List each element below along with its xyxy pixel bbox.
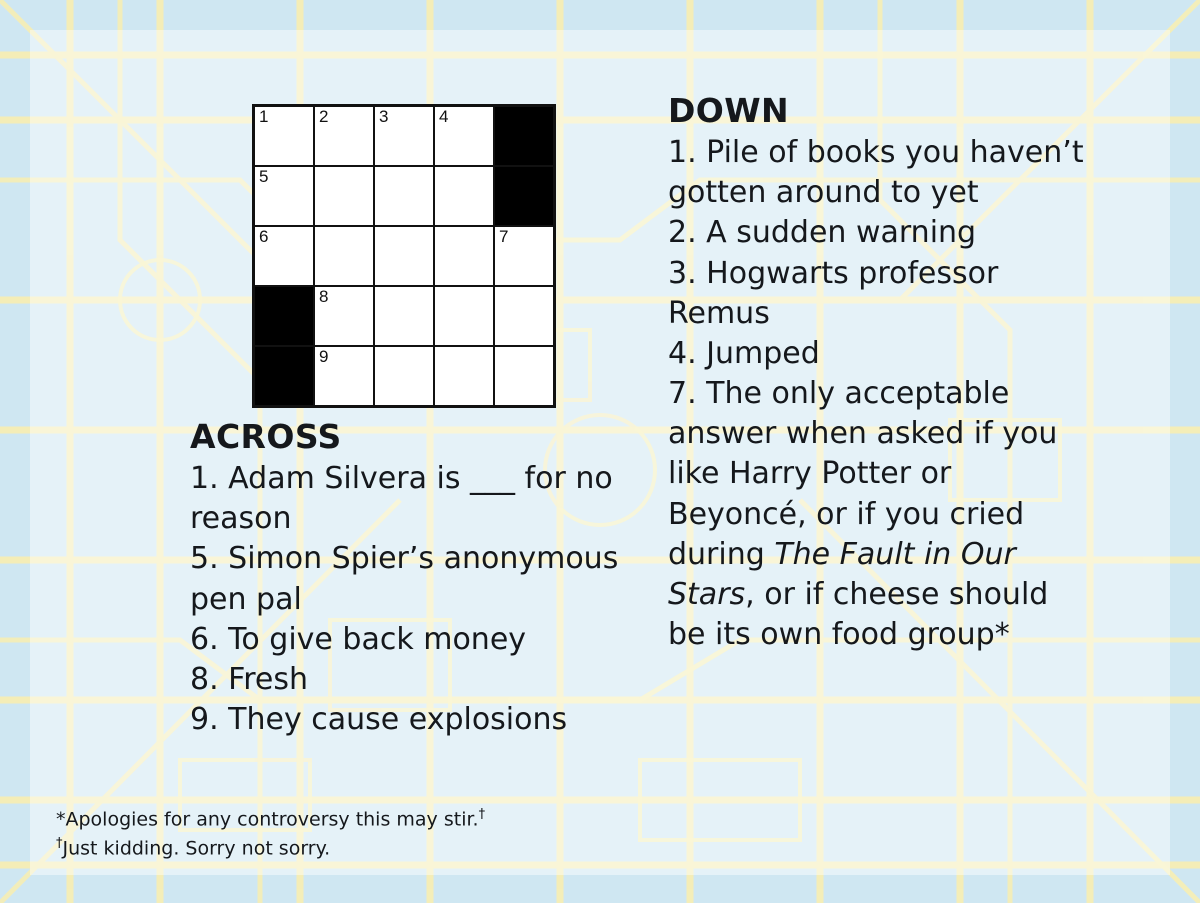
grid-cell[interactable] <box>314 346 374 407</box>
footnote-1-marker: † <box>478 807 486 822</box>
clue-item: 4. Jumped <box>668 335 820 371</box>
down-heading: DOWN <box>668 91 790 130</box>
grid-cell[interactable] <box>374 226 434 286</box>
grid-cell[interactable] <box>494 286 555 346</box>
grid-cell[interactable] <box>254 226 315 286</box>
grid-cell-block <box>254 346 315 407</box>
grid-row <box>254 346 555 407</box>
grid-cell[interactable] <box>434 346 494 407</box>
cell-number: 6 <box>259 227 269 246</box>
grid-cell[interactable] <box>314 106 374 167</box>
grid-cell-block <box>494 166 555 226</box>
across-clues-section <box>190 418 650 740</box>
cell-number: 7 <box>499 227 509 246</box>
down-clue-list <box>668 133 1088 655</box>
clue-item: 2. A sudden warning <box>668 215 977 251</box>
clue-item: 1. Adam Silvera is ___ for no reason <box>190 460 613 537</box>
footnote-1-text: *Apologies for any controversy this may stir. <box>56 808 479 831</box>
grid-cell[interactable] <box>494 346 555 407</box>
footnote-2-text: Just kidding. Sorry not sorry. <box>62 837 331 860</box>
cell-number: 2 <box>319 107 329 126</box>
grid-cell-block <box>254 286 315 346</box>
grid-cell[interactable] <box>374 346 434 407</box>
cell-number: 3 <box>379 107 389 126</box>
grid-cell[interactable] <box>314 226 374 286</box>
cell-number: 5 <box>259 167 269 186</box>
grid-row <box>254 226 555 286</box>
grid-cell[interactable] <box>434 166 494 226</box>
clue-item: 5. Simon Spier’s anonymous pen pal <box>190 541 619 617</box>
grid-cell[interactable] <box>434 226 494 286</box>
cell-number: 9 <box>319 347 329 366</box>
footnotes <box>56 805 696 863</box>
clue-item: 3. Hogwarts professor Remus <box>668 255 999 331</box>
clue-item: 6. To give back money <box>190 621 527 657</box>
grid-cell[interactable] <box>254 166 315 226</box>
cell-number: 4 <box>439 107 449 126</box>
grid-row <box>254 166 555 226</box>
footnote-2-marker: † <box>56 835 63 851</box>
grid-cell-block <box>494 106 555 167</box>
across-clue-list <box>190 459 650 740</box>
grid-cell[interactable] <box>434 286 494 346</box>
clue-item: 8. Fresh <box>190 661 309 697</box>
clue-7-text-end: , or if cheese should be its own food group* <box>668 577 1049 653</box>
cell-number: 8 <box>319 287 329 306</box>
grid-row <box>254 106 555 167</box>
clue-item: 1. Pile of books you haven’t gotten around to yet <box>668 134 1084 211</box>
grid-cell[interactable] <box>374 286 434 346</box>
clue-item: 9. They cause explosions <box>190 702 568 738</box>
grid-cell[interactable] <box>374 166 434 226</box>
grid-cell[interactable] <box>314 286 374 346</box>
footnote-line-1 <box>56 805 696 834</box>
grid-cell[interactable] <box>434 106 494 167</box>
cell-number: 1 <box>259 107 269 126</box>
clue-7-book-title: The Fault in Our Stars <box>668 536 1016 612</box>
grid-cell[interactable] <box>374 106 434 167</box>
clue-item-7 <box>668 374 1088 655</box>
grid-cell[interactable] <box>494 226 555 286</box>
clue-7-text-start: 7. The only acceptable answer when asked if you like Harry Potter or Beyoncé, or if you cried during <box>668 376 1058 572</box>
grid-cell[interactable] <box>314 166 374 226</box>
crossword-grid[interactable] <box>252 104 556 408</box>
grid-row <box>254 286 555 346</box>
footnote-line-2 <box>56 834 696 863</box>
down-clues-section <box>668 92 1088 655</box>
across-heading: ACROSS <box>190 417 342 456</box>
grid-cell[interactable] <box>254 106 315 167</box>
